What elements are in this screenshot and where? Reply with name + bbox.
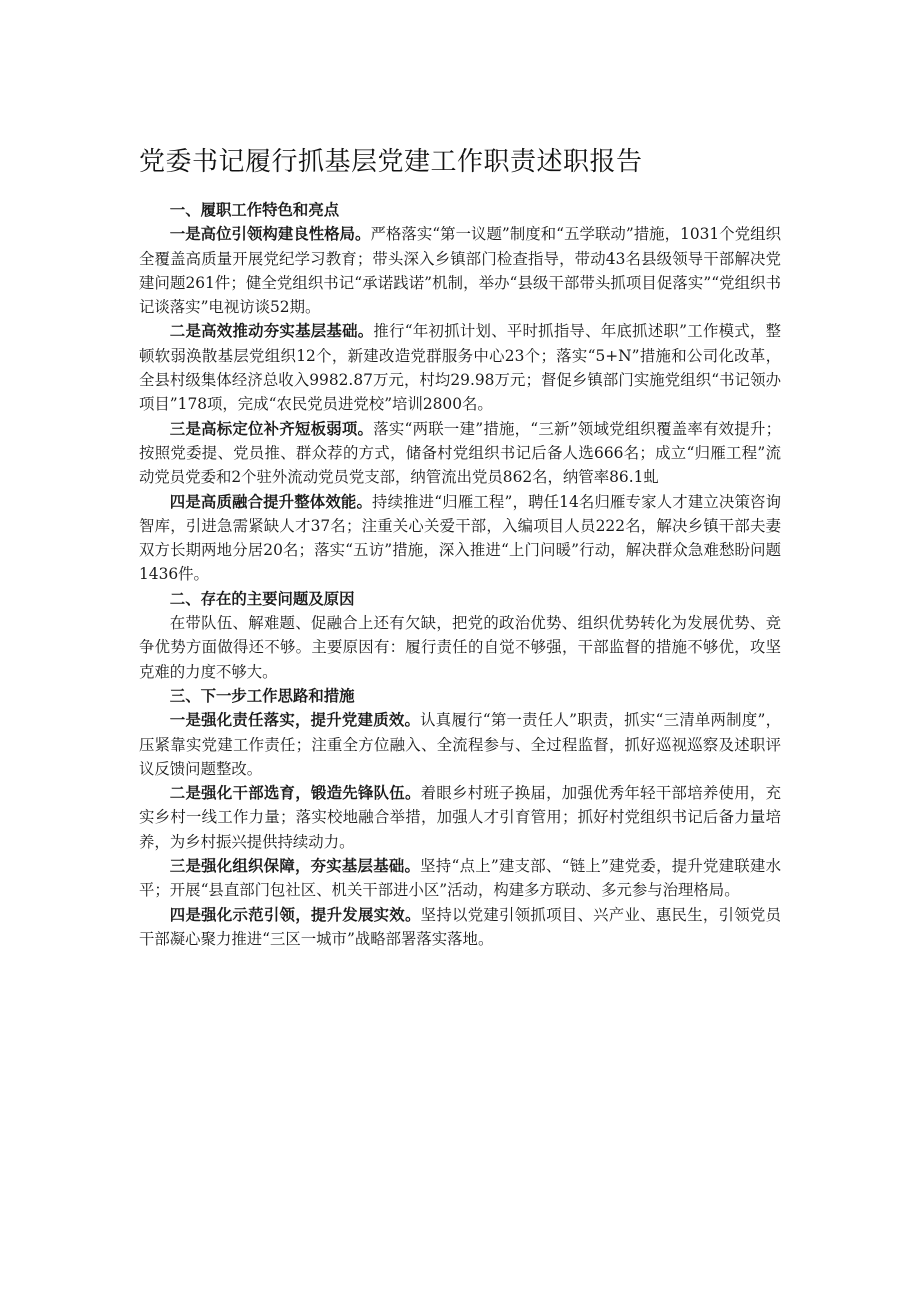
paragraph-lead: 三是高标定位补齐短板弱项。 xyxy=(169,419,374,438)
paragraph-lead: 一是强化责任落实，提升党建质效。 xyxy=(169,711,421,730)
paragraph xyxy=(139,417,781,490)
section-heading: 一、履职工作特色和亮点 xyxy=(169,201,340,219)
section-heading: 二、存在的主要问题及原因 xyxy=(169,589,355,608)
paragraph xyxy=(139,781,781,854)
paragraph-lead: 二是高效推动夯实基层基础。 xyxy=(169,322,374,341)
document-body xyxy=(139,198,781,951)
paragraph-lead: 四是强化示范引领，提升发展实效。 xyxy=(169,905,421,924)
paragraph-lead: 一是高位引领构建良性格局。 xyxy=(169,225,371,244)
paragraph-text: 坚持“点上”建支部、“链上”建党委，提升党建联建水平；开展“县直部门包社区、机关干部进小区”活动，构建多方联动、多元参与治理格局。 xyxy=(139,857,781,900)
paragraph-lead: 二是强化干部选育，锻造先锋队伍。 xyxy=(169,784,421,803)
paragraph xyxy=(139,222,781,319)
document-title: 党委书记履行抓基层党建工作职责述职报告 xyxy=(139,147,643,177)
paragraph xyxy=(139,854,781,903)
paragraph-text: 严格落实“第一议题”制度和“五学联动”措施，1031个党组织全覆盖高质量开展党纪学习教育；带头深入乡镇部门检查指导，带动43名县级领导干部解决党建问题261件；健全党组织书记“承诺践诺”机制，举办“县级干部带头抓项目促落实”“党组织书记谈落实”电视访谈52期。 xyxy=(139,225,781,317)
section-heading: 三、下一步工作思路和措施 xyxy=(169,686,355,705)
paragraph-text: 落实“两联一建”措施，“三新”领域党组织覆盖率有效提升；按照党委提、党员推、群众荐的方式，储备村党组织书记后备人选666名；成立“归雁工程”流动党员党委和2个驻外流动党员党支部，纳管流出党员862名，纳管率86.1虬 xyxy=(139,419,781,487)
paragraph xyxy=(139,490,781,587)
paragraph-text: 推行“年初抓计划、平时抓指导、年底抓述职”工作模式，整顿软弱涣散基层党组织12个，新建改造党群服务中心23个；落实“5+N”措施和公司化改革，全县村级集体经济总收入9982.87万元，村均29.98万元；督促乡镇部门实施党组织“书记领办项目”178项，完成“农民党员进党校”培训2800名。 xyxy=(139,322,781,414)
paragraph xyxy=(139,611,781,684)
paragraph-text: 在带队伍、解难题、促融合上还有欠缺，把党的政治优势、组织优势转化为发展优势、竞争优势方面做得还不够。主要原因有：履行责任的自觉不够强，干部监督的措施不够优，攻坚克难的力度不够大。 xyxy=(139,614,781,681)
paragraph-text: 着眼乡村班子换届，加强优秀年轻干部培养使用，充实乡村一线工作力量；落实校地融合举措，加强人才引育管用；抓好村党组织书记后备力量培养，为乡村振兴提供持续动力。 xyxy=(139,784,781,851)
paragraph-lead: 四是高质融合提升整体效能。 xyxy=(169,492,373,511)
paragraph xyxy=(139,319,781,416)
paragraph-text: 持续推进“归雁工程”，聘任14名归雁专家人才建立决策咨询智库，引进急需紧缺人才37名；注重关心关爱干部，入编项目人员222名，解决乡镇干部夫妻双方长期两地分居20名；落实“五访”措施，深入推进“上门问暖”行动，解决群众急难愁盼问题1436件。 xyxy=(139,492,781,584)
paragraph xyxy=(139,903,781,952)
paragraph-text: 认真履行“第一责任人”职责，抓实“三清单两制度”，压紧靠实党建工作责任；注重全方位融入、全流程参与、全过程监督，抓好巡视巡察及述职评议反馈问题整改。 xyxy=(139,711,781,778)
paragraph-lead: 三是强化组织保障，夯实基层基础。 xyxy=(169,857,421,876)
paragraph xyxy=(139,708,781,781)
paragraph-text: 坚持以党建引领抓项目、兴产业、惠民生，引领党员干部凝心聚力推进“三区一城市”战略部署落实落地。 xyxy=(139,905,781,948)
